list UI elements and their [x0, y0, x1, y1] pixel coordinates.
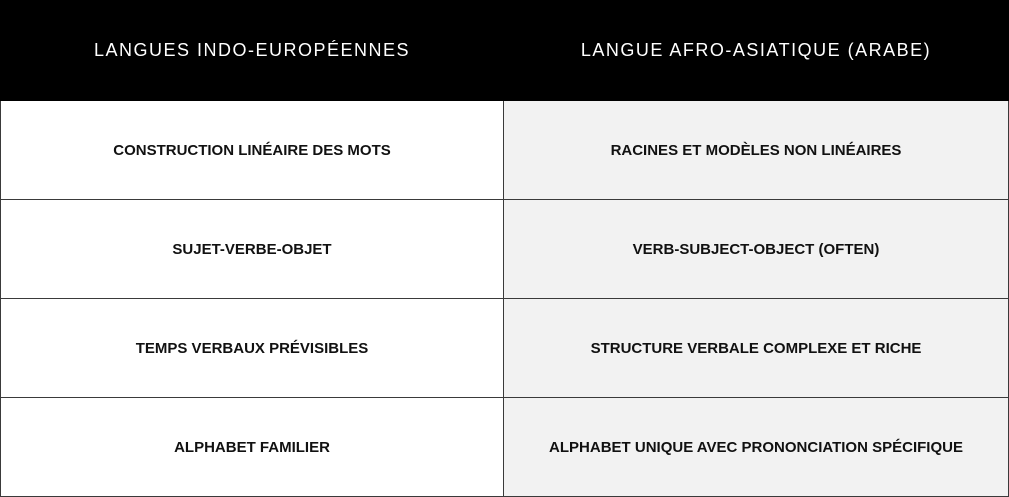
- cell-afro-asiatic: RACINES ET MODÈLES NON LINÉAIRES: [504, 101, 1009, 200]
- table-header: [1, 1, 1009, 101]
- cell-afro-asiatic: STRUCTURE VERBALE COMPLEXE ET RICHE: [504, 299, 1009, 398]
- header-indo-european: LANGUES INDO-EUROPÉENNES: [1, 1, 504, 101]
- cell-indo-european: CONSTRUCTION LINÉAIRE DES MOTS: [1, 101, 504, 200]
- table-row: [1, 200, 1009, 299]
- table-row: [1, 398, 1009, 497]
- cell-indo-european: SUJET-VERBE-OBJET: [1, 200, 504, 299]
- header-row: [1, 1, 1009, 101]
- table-body: [1, 101, 1009, 497]
- cell-indo-european: ALPHABET FAMILIER: [1, 398, 504, 497]
- header-afro-asiatic: LANGUE AFRO-ASIATIQUE (ARABE): [504, 1, 1009, 101]
- cell-afro-asiatic: ALPHABET UNIQUE AVEC PRONONCIATION SPÉCIFIQUE: [504, 398, 1009, 497]
- cell-indo-european: TEMPS VERBAUX PRÉVISIBLES: [1, 299, 504, 398]
- cell-afro-asiatic: VERB-SUBJECT-OBJECT (OFTEN): [504, 200, 1009, 299]
- table-row: [1, 101, 1009, 200]
- table-row: [1, 299, 1009, 398]
